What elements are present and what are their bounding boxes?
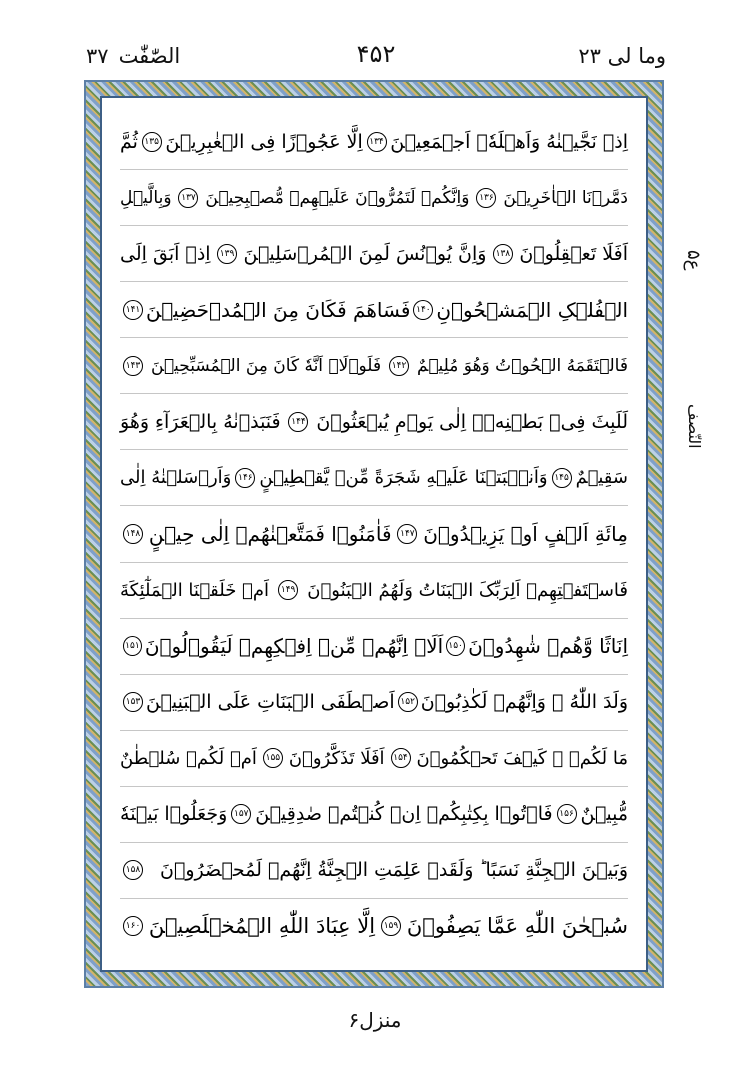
verse-line (120, 282, 628, 338)
ruku-mark: ع۵ (683, 250, 704, 271)
ayah-number-marker: ۱۵۷ (231, 804, 251, 824)
ayah-number-marker: ۱۵۱ (123, 636, 142, 656)
ayah-number-marker: ۱۳۷ (178, 188, 198, 208)
verse-text: اَصۡطَفَی الۡبَنَاتِ عَلَی الۡبَنِیۡنَ (146, 691, 395, 714)
verse-lines (120, 114, 628, 954)
text-panel (100, 96, 648, 972)
verse-text: فَنَبَذۡنٰهُ بِالۡعَرَآءِ وَهُوَ (120, 410, 281, 433)
ayah-number-marker: ۱۵۳ (123, 692, 143, 712)
verse-text: مُّبِیۡنٌ (580, 803, 628, 826)
verse-text: فَسَاهَمَ فَکَانَ مِنَ الۡمُدۡحَضِیۡنَ (145, 297, 411, 322)
verse-text: سَقِیۡمٌ (575, 467, 628, 489)
verse-text: اِلَّا عَجُوۡزًا فِی الۡغٰبِرِیۡنَ (165, 130, 363, 153)
verse-line (120, 114, 628, 170)
ayah-number-marker: ۱۴۱ (123, 300, 143, 320)
ayah-number-marker: ۱۳۹ (217, 244, 237, 264)
ayah-number-marker: ۱۵۲ (398, 692, 418, 712)
verse-text: لَلَبِثَ فِیۡ بَطۡنِهٖۤ اِلٰی یَوۡمِ یُبۡعَثُوۡنَ (316, 410, 628, 433)
ayah-number-marker: ۱۴۶ (235, 468, 255, 488)
ayah-number-marker: ۱۴۲ (389, 356, 409, 376)
surah-name: الصّٰفّٰت (118, 44, 181, 68)
page-header (86, 38, 666, 72)
verse-text: مَا لَکُمۡ ۟ کَیۡفَ تَحۡکُمُوۡنَ (416, 747, 628, 769)
verse-text: اَمۡ خَلَقۡنَا الۡمَلٰٓئِکَةَ (120, 579, 269, 601)
verse-line (120, 170, 628, 226)
verse-text: اِذۡ نَجَّیۡنٰهُ وَاَهۡلَهٗۤ اَجۡمَعِیۡنَ (390, 130, 628, 153)
ayah-number-marker: ۱۳۸ (493, 244, 513, 264)
surah-number: ۳۷ (86, 44, 109, 68)
verse-line (120, 226, 628, 282)
ayah-number-marker: ۱۵۶ (557, 804, 577, 824)
ayah-number-marker: ۱۳۵ (142, 132, 162, 152)
verse-line (120, 450, 628, 506)
verse-text: وَبَیۡنَ الۡجِنَّةِ نَسَبًا ؕ وَلَقَدۡ عَلِمَتِ الۡجِنَّةُ اِنَّهُمۡ لَمُحۡضَرُوۡنَ (160, 859, 628, 882)
verse-line (120, 731, 628, 787)
verse-text: اِنَاثًا وَّهُمۡ شٰهِدُوۡنَ (468, 634, 628, 659)
verse-text: مِائَةِ اَلۡفٍ اَوۡ یَزِیۡدُوۡنَ (423, 521, 628, 546)
verse-text: وَاِنَّکُمۡ لَتَمُرُّوۡنَ عَلَیۡهِمۡ مُّصۡبِحِیۡنَ (205, 187, 470, 208)
verse-line (120, 619, 628, 675)
verse-text: وَلَدَ اللّٰهُ ۙ وَاِنَّهُمۡ لَکٰذِبُوۡنَ (420, 691, 628, 714)
ayah-number-marker: ۱۴۹ (278, 580, 298, 600)
verse-text: ثُمَّ (120, 130, 138, 153)
verse-text: وَبِالَّیۡلِ (120, 187, 172, 208)
verse-line (120, 506, 628, 562)
ornamental-border (84, 80, 664, 988)
verse-text: دَمَّرۡنَا الۡاٰخَرِیۡنَ (503, 187, 628, 208)
verse-text: فَالۡتَقَمَهُ الۡحُوۡتُ وَهُوَ مُلِیۡمٌ (417, 355, 628, 376)
ayah-number-marker: ۱۳۶ (476, 188, 496, 208)
verse-text: وَاَرۡسَلۡنٰهُ اِلٰی (120, 467, 232, 489)
verse-line (120, 394, 628, 450)
ayah-number-marker: ۱۵۰ (446, 636, 465, 656)
ayah-number-marker: ۱۴۷ (397, 524, 417, 544)
page-number: ۴۵۲ (356, 40, 396, 68)
ayah-number-marker: ۱۳۴ (367, 132, 387, 152)
verse-text: اَفَلَا تَعۡقِلُوۡنَ (519, 242, 628, 265)
verse-line (120, 899, 628, 954)
verse-line (120, 675, 628, 731)
ayah-number-marker: ۱۴۸ (123, 524, 143, 544)
verse-text: فَلَوۡلَاۤ اَنَّهٗ کَانَ مِنَ الۡمُسَبِّحِیۡنَ (150, 355, 382, 376)
manzil-footer: منزل۶ (348, 1008, 402, 1032)
verse-text: وَاِنَّ یُوۡنُسَ لَمِنَ الۡمُرۡسَلِیۡنَ (243, 242, 487, 265)
verse-text: وَجَعَلُوۡا بَیۡنَهٗ (120, 803, 228, 826)
verse-line (120, 787, 628, 843)
verse-text: اِلَّا عِبَادَ اللّٰهِ الۡمُخۡلَصِیۡنَ (148, 914, 376, 939)
verse-text: اَفَلَا تَذَکَّرُوۡنَ (288, 747, 385, 769)
surah-label (86, 44, 180, 68)
verse-text: وَاَنۡۢبَتۡنَا عَلَیۡهِ شَجَرَةً مِّنۡ یَّقۡطِیۡنٍ (259, 467, 548, 489)
margin-note: النّصف (685, 404, 704, 449)
verse-line (120, 563, 628, 619)
ayah-number-marker: ۱۵۵ (263, 748, 283, 768)
verse-line (120, 338, 628, 394)
ayah-number-marker: ۱۵۸ (123, 860, 143, 880)
verse-text: اَلَاۤ اِنَّهُمۡ مِّنۡ اِفۡکِهِمۡ لَیَقُوۡلُوۡنَ (144, 634, 444, 659)
ayah-number-marker: ۱۶۰ (123, 916, 143, 936)
ayah-number-marker: ۱۴۴ (288, 412, 308, 432)
verse-text: الۡفُلۡکِ الۡمَشۡحُوۡنِ (436, 297, 628, 322)
para-label: وما لی ۲۳ (578, 44, 666, 68)
verse-text: اَمۡ لَکُمۡ سُلۡطٰنٌ (120, 747, 257, 769)
verse-text: اِذۡ اَبَقَ اِلَی (120, 242, 211, 265)
verse-text: فَاٰمَنُوۡا فَمَتَّعۡنٰهُمۡ اِلٰی حِیۡنٍ (148, 521, 392, 546)
verse-text: سُبۡحٰنَ اللّٰهِ عَمَّا یَصِفُوۡنَ (406, 914, 628, 939)
verse-line (120, 843, 628, 899)
ayah-number-marker: ۱۵۹ (381, 916, 401, 936)
verse-text: فَاسۡتَفۡتِهِمۡ اَلِرَبِّکَ الۡبَنَاتُ وَلَهُمُ الۡبَنُوۡنَ (307, 579, 628, 601)
ayah-number-marker: ۱۴۵ (552, 468, 572, 488)
ayah-number-marker: ۱۴۳ (123, 356, 143, 376)
ayah-number-marker: ۱۵۴ (391, 748, 411, 768)
ayah-number-marker: ۱۴۰ (413, 300, 433, 320)
verse-text: فَاۡتُوۡا بِکِتٰبِکُمۡ اِنۡ کُنۡتُمۡ صٰدِقِیۡنَ (255, 803, 553, 826)
